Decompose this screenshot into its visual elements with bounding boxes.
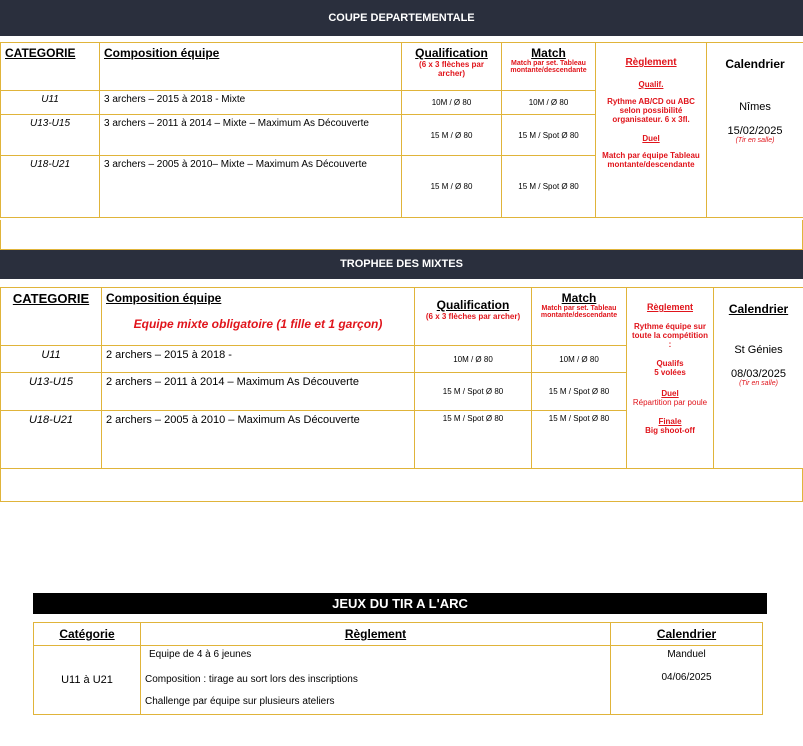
table-row [34,646,763,715]
row-composition: 2 archers – 2005 à 2010 – Maximum As Découverte [102,411,415,469]
header-categorie: CATEGORIE [1,288,102,346]
row-match: 15 M / Spot Ø 80 [532,411,627,469]
reglement-line: Equipe de 4 à 6 jeunes [149,649,252,660]
calendrier-date: 04/06/2025 [661,672,712,683]
reglement-finale-title: Finale [658,417,682,426]
calendrier-lieu: Manduel [667,649,706,660]
table-jeux-du-tir-a-l-arc [33,622,763,715]
reglement-qualif-title: Qualif. [638,80,664,89]
row-categorie: U18-U21 [1,156,100,218]
reglement-qualif-text: Rythme AB/CD ou ABC selon possibilité organisateur. 6 x 3fl. [607,97,695,124]
row-match: 15 M / Spot Ø 80 [502,156,596,218]
header-qualification-sub: (6 x 3 flèches par archer) [419,60,484,78]
header-reglement: Règlement [646,302,693,312]
reglement-duel-title: Duel [642,134,660,143]
header-calendrier: Calendrier [611,623,763,646]
row-composition: 3 archers – 2015 à 2018 - Mixte [100,91,402,115]
header-match-sub: Match par set. Tableau montante/descendante [510,60,587,74]
row-categorie: U13-U15 [1,115,100,156]
header-qualification-sub: (6 x 3 flèches par archer) [425,312,521,321]
row-categorie: U11 à U21 [34,646,141,715]
banner-trophee-des-mixtes [0,250,803,279]
calendrier-date: 15/02/2025 [727,125,783,137]
header-categorie: Catégorie [34,623,141,646]
spacer-box-1 [0,220,803,250]
calendrier-note: (Tir en salle) [735,137,775,144]
row-reglement [141,646,611,715]
header-composition: Composition équipe [100,43,402,91]
row-qualification: 15 M / Ø 80 [402,156,502,218]
header-qualification-label: Qualification [436,298,510,312]
banner-title: TROPHEE DES MIXTES [340,258,463,270]
header-calendrier: Calendrier [725,57,785,71]
header-categorie: CATEGORIE [1,43,100,91]
row-composition: 2 archers – 2011 à 2014 – Maximum As Découverte [102,373,415,411]
header-match [502,43,596,91]
banner-title: COUPE DEPARTEMENTALE [328,12,475,24]
row-match: 15 M / Spot Ø 80 [532,373,627,411]
table-trophee-des-mixtes [0,287,803,469]
calendrier-note: (Tir en salle) [739,380,778,387]
row-match: 10M / Ø 80 [532,346,627,373]
composition-note: Equipe mixte obligatoire (1 fille et 1 garçon) [133,317,383,331]
reglement-rythme: Rythme équipe sur toute la compétition : [632,322,708,349]
calendrier-cell [714,288,803,469]
reglement-duel-text: Match par équipe Tableau montante/descendante [602,151,700,169]
reglement-duel-title: Duel [661,389,679,398]
row-calendrier [611,646,763,715]
header-match [532,288,627,346]
row-composition: 3 archers – 2005 à 2010– Mixte – Maximum As Découverte [100,156,402,218]
calendrier-date: 08/03/2025 [730,368,787,380]
header-composition-label: Composition équipe [106,291,222,305]
row-qualification: 10M / Ø 80 [415,346,532,373]
banner-coupe-departementale [0,0,803,36]
row-match: 10M / Ø 80 [502,91,596,115]
reglement-duel-text: Répartition par poule [632,398,708,407]
row-categorie: U11 [1,91,100,115]
reglement-finale-text: Big shoot-off [645,426,695,435]
reglement-line: Challenge par équipe sur plusieurs ateliers [145,696,335,707]
row-qualification: 15 M / Ø 80 [402,115,502,156]
header-qualification [415,288,532,346]
banner-title: JEUX DU TIR A L'ARC [332,596,468,611]
calendrier-lieu: Nîmes [739,101,771,113]
reglement-qualifs-title: Qualifs [656,359,684,368]
header-reglement: Règlement [141,623,611,646]
calendrier-lieu: St Génies [734,344,783,356]
calendrier-cell [707,43,803,218]
row-qualification: 15 M / Spot Ø 80 [415,411,532,469]
header-match-label: Match [561,291,597,305]
header-reglement: Règlement [625,57,677,68]
header-qualification [402,43,502,91]
banner-jeux-du-tir-a-l-arc [33,593,767,614]
row-qualification: 15 M / Spot Ø 80 [415,373,532,411]
reglement-line: Composition : tirage au sort lors des inscriptions [145,674,358,685]
header-match-label: Match [531,46,566,60]
header-calendrier: Calendrier [728,302,789,316]
header-match-sub: Match par set. Tableau montante/descendante [540,305,618,319]
row-categorie: U11 [1,346,102,373]
table-coupe-departementale [0,42,803,218]
row-composition: 2 archers – 2015 à 2018 - [102,346,415,373]
reglement-qualifs-text: 5 volées [654,368,686,377]
reglement-cell [596,43,707,218]
header-qualification-label: Qualification [415,46,488,60]
header-composition [102,288,415,346]
spacer-box-2 [0,468,803,502]
reglement-cell [627,288,714,469]
row-categorie: U18-U21 [1,411,102,469]
row-composition: 3 archers – 2011 à 2014 – Mixte – Maximum As Découverte [100,115,402,156]
row-match: 15 M / Spot Ø 80 [502,115,596,156]
row-categorie: U13-U15 [1,373,102,411]
row-qualification: 10M / Ø 80 [402,91,502,115]
